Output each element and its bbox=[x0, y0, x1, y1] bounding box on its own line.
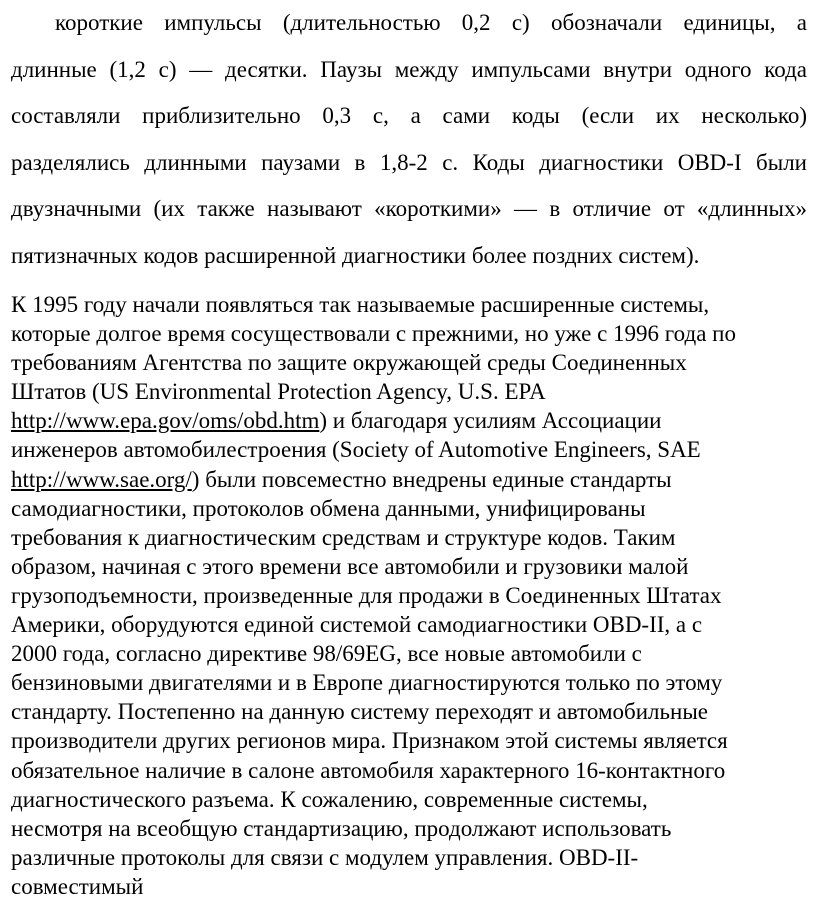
text-line: требованиям Агентства по защите окружающей среды Соединенных bbox=[11, 350, 687, 376]
text-line bbox=[11, 406, 811, 435]
text-line: составляли приблизительно 0,3 с, а сами коды (если их несколько) bbox=[11, 103, 807, 128]
text-line: самодиагностики, протоколов обмена данными, унифицированы bbox=[11, 495, 646, 521]
text-line: обязательное наличие в салоне автомобиля характерного 16-контактного bbox=[11, 757, 726, 783]
text-line: разделялись длинными паузами в 1,8-2 с. Коды диагностики OBD-I были bbox=[11, 149, 807, 175]
text-line: стандарту. Постепенно на данную систему переходят и автомобильные bbox=[11, 699, 708, 725]
text-line: совместимый bbox=[11, 873, 144, 899]
text-line bbox=[11, 465, 811, 494]
text-line: длинные (1,2 с) — десятки. Паузы между импульсами внутри одного кода bbox=[11, 56, 807, 82]
text-line: несмотря на всеобщую стандартизацию, продолжают использовать bbox=[11, 815, 672, 841]
text-line: короткие импульсы (длительностью 0,2 с) обозначали единицы, а bbox=[55, 10, 807, 35]
text-line: производители других регионов мира. Признаком этой системы является bbox=[11, 728, 728, 754]
epa-obd-link[interactable]: http://www.epa.gov/oms/obd.htm bbox=[11, 408, 320, 434]
text-line: двузначными (их также называют «короткими» — в отличие от «длинных» bbox=[11, 196, 807, 221]
text-line: образом, начиная с этого времени все автомобили и грузовики малой bbox=[11, 553, 689, 579]
text-line: бензиновыми двигателями и в Европе диагностируются только по этому bbox=[11, 670, 723, 696]
text-line: Америки, оборудуются единой системой самодиагностики OBD-II, а с bbox=[11, 612, 703, 638]
paragraph-obd1-codes bbox=[11, 0, 807, 279]
text-line: грузоподъемности, произведенные для продажи в Соединенных Штатах bbox=[11, 582, 722, 608]
text-line: которые долгое время сосуществовали с прежними, но уже с 1996 года по bbox=[11, 321, 736, 347]
text-line: 2000 года, согласно директиве 98/69EG, все новые автомобили с bbox=[11, 641, 642, 667]
text-line: различные протоколы для связи с модулем управления. OBD-II- bbox=[11, 844, 639, 870]
text-line: К 1995 году начали появляться так называемые расширенные системы, bbox=[11, 292, 710, 317]
text-line: требования к диагностическим средствам и структуре кодов. Таким bbox=[11, 524, 676, 550]
text-line: пятизначных кодов расширенной диагностики более поздних систем). bbox=[11, 242, 700, 268]
text-line: диагностического разъема. К сожалению, современные системы, bbox=[11, 786, 648, 812]
sae-link[interactable]: http://www.sae.org/ bbox=[11, 466, 192, 492]
paragraph-obd2-standard bbox=[11, 290, 811, 901]
text-fragment: ) и благодаря усилиям Ассоциации bbox=[319, 408, 662, 434]
text-fragment: ) были повсеместно внедрены единые стандарты bbox=[191, 466, 672, 492]
text-line: Штатов (US Environmental Protection Agency, U.S. EPA bbox=[11, 379, 546, 405]
text-line: инженеров автомобилестроения (Society of Automotive Engineers, SAE bbox=[11, 437, 701, 463]
